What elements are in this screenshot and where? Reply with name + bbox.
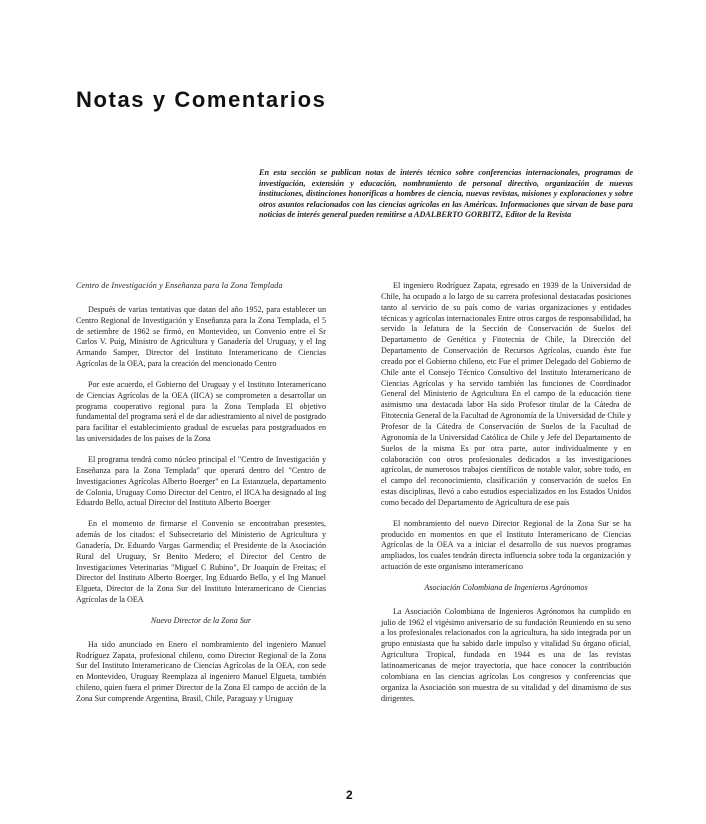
- paragraph: La Asociación Colombiana de Ingenieros Agrónomos ha cumplido en julio de 1962 el vigésimo aniversario de su fundación Reuniendo en su seno a los profesionales relacionados con la agricultura, ha sido integrada por un grupo entusiasta que ha sabido darle impulso y vitalidad Su órgano oficial, Agricultura Tropical, fundada en 1944 es una de las revistas latinoamericanas de mejor trayectoria, que hace conocer la contribución colombiana en las ciencias agrícolas Los congresos y conferencias que organiza la Asociación son muestra de su vitalidad y del dinamismo de sus dirigentes.: [381, 606, 631, 703]
- paragraph: Ha sido anunciado en Enero el nombramiento del ingeniero Manuel Rodríguez Zapata, profesional chileno, como Director Regional de la Zona Sur del Instituto Interamericano de Ciencias Agrícolas de la OEA, con sede en Montevideo, Uruguay Reemplaza al ingeniero Manuel Elgueta, también chileno, quien fuera el primer Director de la Zona El campo de acción de la Zona Sur comprende Argentina, Brasil, Chile, Paraguay y Uruguay: [76, 639, 326, 703]
- paragraph: El nombramiento del nuevo Director Regional de la Zona Sur se ha producido en momentos en que el Instituto Interamericano de Ciencias Agrícolas de la OEA va a iniciar el desarrollo de sus nuevos programas ampliados, los cuales tendrán directa influencia sobre toda la organización y actuación de este organismo interamericano: [381, 518, 631, 572]
- paragraph: En el momento de firmarse el Convenio se encontraban presentes, además de los citados: el Subsecretario del Ministerio de Agricultura y Ganadería, Dr. Eduardo Vargas Garmendia; el Presidente de la Asociación Rural del Uruguay, Sr Benito Medero; el Director del Centro de Investigaciones Veterinarias "Miguel C Rubino", Dr Joaquín de Freitas; el Director del Instituto Alberto Boerger, Ing Eduardo Bello, y el Ing Manuel Elgueta, Director de la Zona Sur del Instituto Interamericano de Ciencias Agrícolas de la OEA: [76, 519, 326, 605]
- paragraph: El ingeniero Rodríguez Zapata, egresado en 1939 de la Universidad de Chile, ha ocupado a lo largo de su carrera profesional destacadas posiciones tanto al servicio de su país como de varias organizaciones y entidades técnicas y agrícolas internacionales Entre otros cargos de responsabilidad, ha servido la Jefatura de la Sección de Conservación de Suelos del Departamento de Genética y Fitotecnia de Chile, la Dirección del Departamento de Conservación de Recursos Agrícolas, cuando éste fue creado por el Gobierno chileno, etc Fue el primer Delegado del Gobierno de Chile ante el Consejo Técnico Consultivo del Instituto Interamericano de Ciencias Agrícolas y ha servido también las funciones de Coordinador General del Ministerio de Agricultura En el campo de la educación tiene asimismo una destacada labor Ha sido Profesor titular de la Cátedra de Fitotecnia General de la Facultad de Agronomía de la Universidad de Chile y Profesor de la Cátedra de Conservación de Suelos de la Facultad de Agronomía de la Universidad Católica de Chile y Jefe del Departamento de Suelos de la misma Es por otra parte, autor individualmente y en colaboración con otros profesionales dedicados a las investigaciones agrícolas, de numerosos trabajos científicos de notable valor, sobre todo, en el campo del reconocimiento, clasificación y conservación de suelos En estas disciplinas, llevó a cabo estudios especializados en los Estados Unidos como becado del Departamento de Agricultura de ese país: [381, 281, 631, 507]
- section-title-nuevo-director: Nuevo Director de la Zona Sur: [150, 615, 252, 625]
- section-intro: En esta sección se publican notas de interés técnico sobre conferencias internacionales, programas de investigación, extensión y educación, nombramiento de personal directivo, organización de nuevas instituciones, distinciones honoríficas a hombres de ciencia, nuevas revistas, misiones y exploraciones y sobre otros asuntos relacionados con las ciencias agrícolas en las Américas. Informaciones que sirvan de base para noticias de interés general pueden remitirse a ADALBERTO GORBITZ, Editor de la Revista: [259, 168, 633, 220]
- paragraph: Después de varias tentativas que datan del año 1952, para establecer un Centro Regional de Investigación y Enseñanza para la Zona Templada, el 5 de setiembre de 1962 se firmó, en Montevideo, un Convenio entre el Sr Carlos V. Puig, Ministro de Agricultura y Ganadería del Uruguay, y el Ing Armando Samper, Director del Instituto Interamericano de Ciencias Agrícolas de la OEA, para la creación del mencionado Centro: [76, 304, 326, 369]
- section-title-asociacion: Asociación Colombiana de Ingenieros Agrónomos: [424, 582, 588, 592]
- left-column: [76, 281, 326, 715]
- page-title: Notas y Comentarios: [76, 87, 327, 112]
- right-column: [381, 281, 631, 714]
- page-number: 2: [346, 788, 353, 802]
- section-title-centro: Centro de Investigación y Enseñanza para la Zona Templada: [76, 281, 283, 290]
- paragraph: El programa tendrá como núcleo principal el "Centro de Investigación y Enseñanza para la Zona Templada" que operará dentro del "Centro de Investigaciones Agrícolas Alberto Boerger" en La Estanzuela, departamento de Colonia, Uruguay Como Director del Centro, el IICA ha designado al Ing Eduardo Bello, actual Director del Instituto Alberto Boerger: [76, 454, 326, 508]
- paragraph: Por este acuerdo, el Gobierno del Uruguay y el Instituto Interamericano de Ciencias Agrícolas de la OEA (IICA) se comprometen a desarrollar un programa cooperativo regional para la Zona Templada El objetivo fundamental del programa será el de dar adiestramiento al nivel de postgrado para facilitar el establecimiento gradual de escuelas para postgraduados en las universidades de los países de la Zona: [76, 379, 326, 444]
